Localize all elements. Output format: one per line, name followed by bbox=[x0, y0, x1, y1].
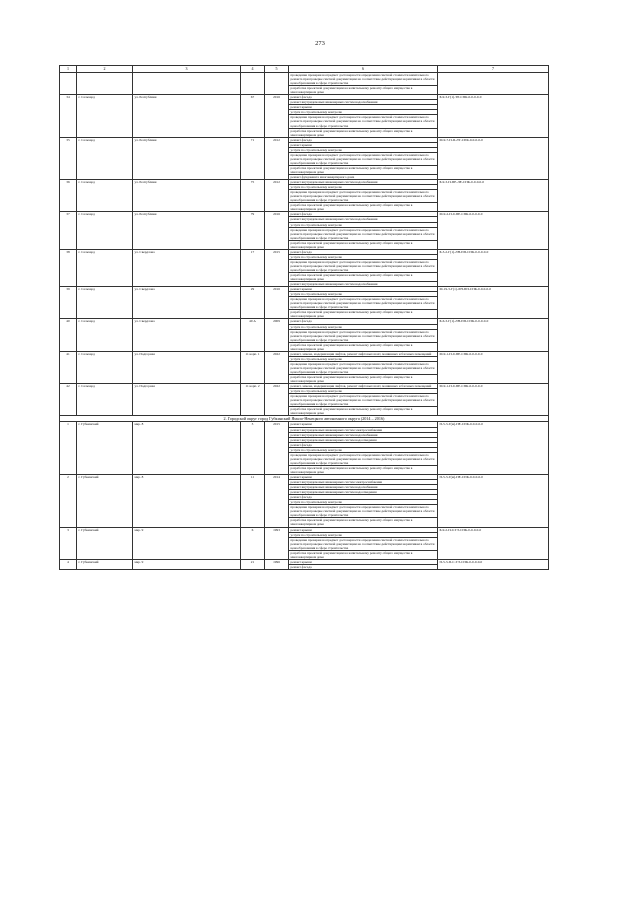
work-type-cell: проведение проверки на предмет достоверности определения сметной стоимости капитального ремонта при проверке сметной документации на соответствие действующим нормативам в области ценообразования в сфере строительства bbox=[289, 115, 438, 128]
empty-cell bbox=[265, 73, 289, 95]
work-type-cell: разработка проектной документации на капитальному ремонту общего имущества в многоквартирном доме bbox=[289, 375, 438, 384]
work-type-cell: разработка проектной документации на капитальному ремонту общего имущества в многоквартирном доме bbox=[289, 550, 438, 559]
street-cell: ул. Республики bbox=[133, 212, 241, 249]
work-type-cell: проведение проверки на предмет достоверности определения сметной стоимости капитального ремонта при проверке сметной документации на соответствие действующим нормативам в области ценообразования в сфере строительства bbox=[289, 227, 438, 240]
building-code-cell: П-5-3-Г(м)-ПЕ-СПК-0-0-0-0-0 bbox=[438, 422, 549, 475]
city-cell: г. Сальхард bbox=[77, 249, 133, 286]
city-cell: г. Сальхард bbox=[77, 287, 133, 319]
work-type-cell: проведение проверки на предмет достоверности определения сметной стоимости капитального ремонта при проверке сметной документации на соответствие действующим нормативам в области ценообразования в сфере строительства bbox=[289, 505, 438, 518]
work-type-cell: разработка проектной документации на капитальному ремонту общего имущества в многоквартирном доме bbox=[289, 165, 438, 174]
city-cell: г. Губкинский bbox=[77, 559, 133, 569]
work-type-cell: ремонт фасада bbox=[289, 137, 438, 142]
work-type-cell: ремонт фасада bbox=[289, 212, 438, 217]
row-number: 34 bbox=[60, 95, 77, 137]
work-type-cell: ремонт внутридомовых инженерных систем водоснабжения bbox=[289, 432, 438, 437]
city-cell: г. Сальхард bbox=[77, 351, 133, 383]
work-type-cell: ремонт крыши bbox=[289, 287, 438, 292]
city-cell: г. Губкинский bbox=[77, 474, 133, 527]
empty-cell bbox=[241, 73, 265, 95]
work-type-cell: проведение проверки на предмет достоверности определения сметной стоимости капитального ремонта при проверке сметной документации на соответствие действующим нормативам в области ценообразования в сфере строительства bbox=[289, 537, 438, 550]
empty-cell bbox=[133, 73, 241, 95]
work-type-cell: проведение проверки на предмет достоверности определения сметной стоимости капитального ремонта при проверке сметной документации на соответствие действующим нормативам в области ценообразования в сфере строительства bbox=[289, 297, 438, 310]
row-number: 1 bbox=[60, 422, 77, 475]
year-cell: 2016 bbox=[265, 212, 289, 249]
work-type-cell: проведение проверки на предмет достоверности определения сметной стоимости капитального ремонта при проверке сметной документации на соответствие действующим нормативам в области ценообразования в сфере строительства bbox=[289, 361, 438, 374]
work-type-cell: ремонт внутридомовых инженерных систем водоснабжения bbox=[289, 217, 438, 222]
street-cell: ул. Республики bbox=[133, 137, 241, 179]
work-type-cell: ремонт, замена, модернизация лифтов, ремонт лифтовых шахт, машинных и блочных помещений bbox=[289, 384, 438, 389]
building-code-cell: М-9-1-П-0-ПЕ-СПК-0-0-0-0-0 bbox=[438, 351, 549, 383]
work-type-cell: ремонт, замена, модернизация лифтов, ремонт лифтовых шахт, машинных и блочных помещений bbox=[289, 351, 438, 356]
building-code-cell: Б-6-3-Г(1)-ЛН-ПП-СПК-0-0-0-0-0 bbox=[438, 319, 549, 351]
work-type-cell: разработка проектной документации на капитальному ремонту общего имущества в многоквартирном доме bbox=[289, 407, 438, 416]
year-cell: 2022 bbox=[265, 384, 289, 416]
year-cell: 2014 bbox=[265, 474, 289, 527]
page-number: 273 bbox=[315, 40, 325, 47]
row-number: 38 bbox=[60, 249, 77, 286]
work-type-cell: ремонт внутридомовых инженерных систем водоснабжения bbox=[289, 282, 438, 287]
work-type-cell: ремонт крыши bbox=[289, 422, 438, 427]
year-cell: 2022 bbox=[265, 351, 289, 383]
table-row bbox=[60, 73, 549, 86]
building-code-cell: М-9-7-П-II-ЛТ-СПК-0-0-0-0-0 bbox=[438, 137, 549, 179]
city-cell: г. Сальхард bbox=[77, 212, 133, 249]
house-number-cell: 11 корп. 1 bbox=[241, 351, 265, 383]
empty-cell bbox=[60, 73, 77, 95]
row-number: 42 bbox=[60, 384, 77, 416]
street-cell: ул. Республики bbox=[133, 95, 241, 137]
building-code-cell bbox=[438, 73, 549, 95]
table-row bbox=[60, 384, 549, 389]
table-header-row bbox=[60, 66, 549, 73]
table-row bbox=[60, 319, 549, 324]
column-header: 1 bbox=[60, 66, 77, 73]
street-cell: ул. Свердлова bbox=[133, 287, 241, 319]
city-cell: г. Сальхард bbox=[77, 384, 133, 416]
work-type-cell: услуги по строительному контролю bbox=[289, 254, 438, 259]
work-type-cell: проведение проверки на предмет достоверности определения сметной стоимости капитального ремонта при проверке сметной документации на соответствие действующим нормативам в области ценообразования в сфере строительства bbox=[289, 152, 438, 165]
city-cell: г. Сальхард bbox=[77, 180, 133, 212]
column-header: 4 bbox=[241, 66, 265, 73]
work-type-cell: разработка проектной документации на капитальному ремонту общего имущества в многоквартирном доме bbox=[289, 518, 438, 527]
building-code-cell: Б-3-2-Г(1)-ЛН-ПП-СПК-0-0-0-0-0 bbox=[438, 249, 549, 286]
table-row bbox=[60, 180, 549, 185]
work-type-cell: ремонт крыши bbox=[289, 527, 438, 532]
street-cell: ул. Подгорная bbox=[133, 351, 241, 383]
work-type-cell: ремонт внутридомовых инженерных систем водоотведения bbox=[289, 437, 438, 442]
row-number: 2 bbox=[60, 474, 77, 527]
street-cell: ул. Свердлова bbox=[133, 249, 241, 286]
work-type-cell: разработка проектной документации на капитальному ремонту общего имущества в многоквартирном доме bbox=[289, 86, 438, 95]
row-number: 37 bbox=[60, 212, 77, 249]
work-type-cell: услуги по строительному контролю bbox=[289, 147, 438, 152]
work-type-cell: услуги по строительному контролю bbox=[289, 292, 438, 297]
city-cell: г. Губкинский bbox=[77, 422, 133, 475]
table-row bbox=[60, 95, 549, 100]
building-code-cell: Б-9-3-Г(1)-ТР-СПК-0-0-0-0-0 bbox=[438, 95, 549, 137]
work-type-cell: услуги по строительному контролю bbox=[289, 185, 438, 190]
work-type-cell: ремонт внутридомовых инженерных систем электроснабжения bbox=[289, 427, 438, 432]
row-number: 40 bbox=[60, 319, 77, 351]
house-number-cell: 75 bbox=[241, 180, 265, 212]
table-row bbox=[60, 527, 549, 532]
city-cell: г. Сальхард bbox=[77, 319, 133, 351]
house-number-cell: 21 bbox=[241, 559, 265, 569]
street-cell: ул. Свердлова bbox=[133, 319, 241, 351]
year-cell: 1993 bbox=[265, 527, 289, 559]
column-header: 3 bbox=[133, 66, 241, 73]
work-type-cell: ремонт крыши bbox=[289, 559, 438, 564]
column-header: 7 bbox=[438, 66, 549, 73]
work-type-cell: услуги по строительному контролю bbox=[289, 222, 438, 227]
table-row bbox=[60, 351, 549, 356]
work-type-cell: услуги по строительному контролю bbox=[289, 500, 438, 505]
work-type-cell: разработка проектной документации на капитальному ремонту общего имущества в многоквартирном доме bbox=[289, 342, 438, 351]
row-number: 35 bbox=[60, 137, 77, 179]
street-cell: мкр. 9 bbox=[133, 559, 241, 569]
house-number-cell: 79 bbox=[241, 212, 265, 249]
work-type-cell: услуги по строительному контролю bbox=[289, 110, 438, 115]
work-type-cell: разработка проектной документации на капитальному ремонту общего имущества в многоквартирном доме bbox=[289, 128, 438, 137]
house-number-cell: 40 А bbox=[241, 319, 265, 351]
year-cell: 2012 bbox=[265, 137, 289, 179]
work-type-cell: услуги по строительному контролю bbox=[289, 389, 438, 394]
row-number: 41 bbox=[60, 351, 77, 383]
work-type-cell: услуги по строительному контролю bbox=[289, 324, 438, 329]
work-type-cell: проведение проверки на предмет достоверности определения сметной стоимости капитального ремонта при проверке сметной документации на соответствие действующим нормативам в области ценообразования в сфере строительства bbox=[289, 73, 438, 86]
work-type-cell: ремонт внутридомовых инженерных систем водоотведения bbox=[289, 490, 438, 495]
work-type-cell: ремонт крыши bbox=[289, 142, 438, 147]
work-type-cell: ремонт внутридомовых инженерных систем водоснабжения bbox=[289, 100, 438, 105]
column-header: 6 bbox=[289, 66, 438, 73]
work-type-cell: разработка проектной документации на капитальному ремонту общего имущества в многоквартирном доме bbox=[289, 240, 438, 249]
house-number-cell: 67 bbox=[241, 95, 265, 137]
table-row bbox=[60, 287, 549, 292]
building-code-cell: Б-9-2-П-0-ТЭ-СПК-0-0-0-0-0 bbox=[438, 527, 549, 559]
work-type-cell: разработка проектной документации на капитальному ремонту общего имущества в многоквартирном доме bbox=[289, 310, 438, 319]
work-type-cell: ремонт внутридомовых инженерных систем водоснабжения bbox=[289, 180, 438, 185]
work-type-cell: ремонт фасада bbox=[289, 319, 438, 324]
work-type-cell: разработка проектной документации на капитальному ремонту общего имущества в многоквартирном доме bbox=[289, 203, 438, 212]
building-code-cell: П-5-3-П-С-ТЭ-СПК-0-0-0-0-0 bbox=[438, 559, 549, 569]
year-cell: 2009 bbox=[265, 319, 289, 351]
building-code-cell: М-9-2-П-0-ПЕ-СПК-0-0-0-0-0 bbox=[438, 212, 549, 249]
work-type-cell: проведение проверки на предмет достоверности определения сметной стоимости капитального ремонта при проверке сметной документации на соответствие действующим нормативам в области ценообразования в сфере строительства bbox=[289, 329, 438, 342]
work-type-cell: ремонт крыши bbox=[289, 105, 438, 110]
building-code-cell: М-9-1-П-0-ПЕ-СПК-0-0-0-0-0 bbox=[438, 384, 549, 416]
column-header: 5 bbox=[265, 66, 289, 73]
building-code-cell: М-19-3-Г(1)-ЛН-ПП-СПК-0-0-0-0-0 bbox=[438, 287, 549, 319]
street-cell: ул. Подгорная bbox=[133, 384, 241, 416]
work-type-cell: разработка проектной документации на капитальному ремонту общего имущества в многоквартирном доме bbox=[289, 465, 438, 474]
year-cell: 2015 bbox=[265, 249, 289, 286]
house-number-cell: 29 bbox=[241, 287, 265, 319]
city-cell: г. Сальхард bbox=[77, 137, 133, 179]
year-cell: 1996 bbox=[265, 559, 289, 569]
work-type-cell: ремонт фасада bbox=[289, 95, 438, 100]
work-type-cell: ремонт фасада bbox=[289, 442, 438, 447]
work-type-cell: ремонт внутридомовых инженерных систем электроснабжения bbox=[289, 480, 438, 485]
section-heading: 2. Городской округ город Губкинский Ямало-Ненецкого автономного округа (2014 – 2016) bbox=[60, 416, 549, 422]
work-type-cell: проведение проверки на предмет достоверности определения сметной стоимости капитального ремонта при проверке сметной документации на соответствие действующим нормативам в области ценообразования в сфере строительства bbox=[289, 259, 438, 272]
work-type-cell: проведение проверки на предмет достоверности определения сметной стоимости капитального ремонта при проверке сметной документации на соответствие действующим нормативам в области ценообразования в сфере строительства bbox=[289, 452, 438, 465]
table-row bbox=[60, 212, 549, 217]
work-type-cell: ремонт фасада bbox=[289, 495, 438, 500]
year-cell: 2016 bbox=[265, 287, 289, 319]
house-number-cell: 71 bbox=[241, 137, 265, 179]
work-type-cell: услуги по строительному контролю bbox=[289, 447, 438, 452]
repair-program-table bbox=[59, 65, 549, 570]
work-type-cell: проведение проверки на предмет достоверности определения сметной стоимости капитального ремонта при проверке сметной документации на соответствие действующим нормативам в области ценообразования в сфере строительства bbox=[289, 394, 438, 407]
row-number: 3 bbox=[60, 527, 77, 559]
empty-cell bbox=[77, 73, 133, 95]
house-number-cell: 17 bbox=[241, 249, 265, 286]
work-type-cell: ремонт фундамента многоквартирного дома bbox=[289, 175, 438, 180]
work-type-cell: разработка проектной документации на капитальному ремонту общего имущества в многоквартирном доме bbox=[289, 273, 438, 282]
house-number-cell: 6 bbox=[241, 527, 265, 559]
work-type-cell: ремонт внутридомовых инженерных систем водоснабжения bbox=[289, 485, 438, 490]
street-cell: ул. Республики bbox=[133, 180, 241, 212]
year-cell: 2012 bbox=[265, 180, 289, 212]
building-code-cell: П-5-3-Г(м)-ПЕ-СПК-0-0-0-0-0 bbox=[438, 474, 549, 527]
column-header: 2 bbox=[77, 66, 133, 73]
row-number: 39 bbox=[60, 287, 77, 319]
table-row bbox=[60, 474, 549, 479]
house-number-cell: 11 bbox=[241, 474, 265, 527]
building-code-cell: Б-9-3-П-ПЕ-ЛЕ-СПК-0-0-0-0-0 bbox=[438, 180, 549, 212]
house-number-cell: 3 bbox=[241, 422, 265, 475]
year-cell: 2015 bbox=[265, 422, 289, 475]
street-cell: мкр. 8 bbox=[133, 474, 241, 527]
table-row bbox=[60, 559, 549, 564]
table-row bbox=[60, 249, 549, 254]
city-cell: г. Сальхард bbox=[77, 95, 133, 137]
work-type-cell: услуги по строительному контролю bbox=[289, 532, 438, 537]
house-number-cell: 11 корп. 2 bbox=[241, 384, 265, 416]
row-number: 36 bbox=[60, 180, 77, 212]
table-row bbox=[60, 422, 549, 427]
street-cell: мкр. 8 bbox=[133, 422, 241, 475]
street-cell: мкр. 9 bbox=[133, 527, 241, 559]
table-row bbox=[60, 137, 549, 142]
year-cell: 2016 bbox=[265, 95, 289, 137]
city-cell: г. Губкинский bbox=[77, 527, 133, 559]
work-type-cell: ремонт фасада bbox=[289, 564, 438, 569]
work-type-cell: услуги по строительному контролю bbox=[289, 356, 438, 361]
row-number: 4 bbox=[60, 559, 77, 569]
work-type-cell: проведение проверки на предмет достоверности определения сметной стоимости капитального ремонта при проверке сметной документации на соответствие действующим нормативам в области ценообразования в сфере строительства bbox=[289, 190, 438, 203]
work-type-cell: ремонт фасада bbox=[289, 249, 438, 254]
work-type-cell: ремонт крыши bbox=[289, 474, 438, 479]
